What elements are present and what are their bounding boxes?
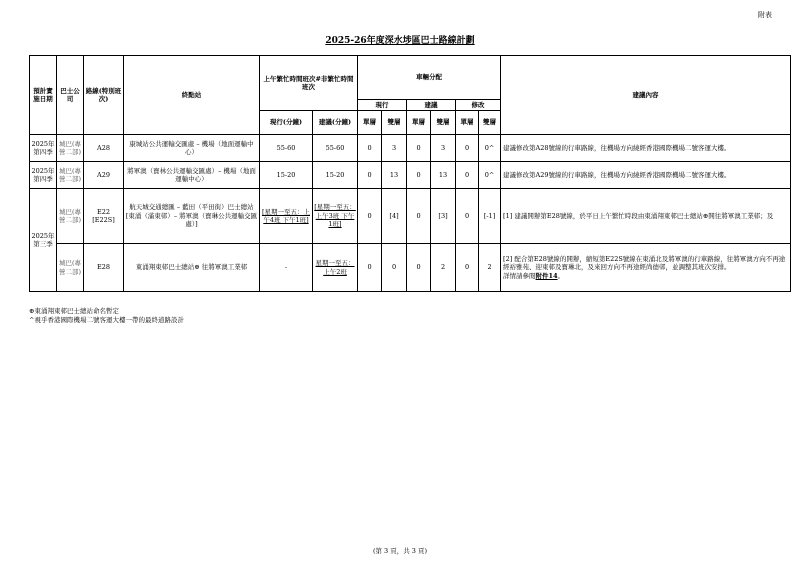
cell-details [501,244,791,292]
header-single: 單層 [358,111,382,135]
cell-alloc: [-1] [479,189,501,244]
cell-details: [1] 建議開辦第E28號線，於平日上午繁忙時段由東涌翔東邨巴士總站⊕開往將軍澳工業邨；及 [501,189,791,244]
cell-alloc: 2 [431,244,456,292]
cell-route: E28 [84,244,124,292]
header-headway-proposed: 建議(分鐘) [313,111,358,135]
cell-terminus: 東涌翔東邨巴士總站⊕ 往將軍澳工業邨 [124,244,260,292]
table-row [30,244,791,292]
cell-terminus: 康城站公共運輸交匯處 – 機場（地面運輸中心） [124,135,260,162]
cell-company: 城巴(專營二部) [57,189,84,244]
annex-link[interactable]: 附件14 [535,271,558,280]
header-double: 雙層 [431,111,456,135]
cell-headway-existing: 55-60 [260,135,313,162]
cell-headway-proposed: 15-20 [313,162,358,189]
cell-alloc: 2 [479,244,501,292]
page-title: 2025-26年度深水埗區巴士路線計劃 [325,36,475,46]
cell-alloc: 13 [382,162,407,189]
header-allocation: 車輛分配 [358,56,501,100]
cell-alloc: 0 [456,162,479,189]
header-details: 建議內容 [501,56,791,135]
cell-company: 城巴(專營二部) [57,162,84,189]
cell-alloc: [4] [382,189,407,244]
table-row [30,135,791,162]
cell-date: 2025年第三季 [30,189,57,292]
cell-alloc: 0^ [479,135,501,162]
header-alloc-proposed: 建議 [407,100,456,111]
header-headway: 上午繁忙時間班次#非繁忙時間班次 [260,56,358,111]
route-plan-table [29,55,791,292]
cell-alloc: 0 [407,244,431,292]
cell-alloc: 0 [358,135,382,162]
reference-suffix: 。 [557,271,565,280]
table-row [30,189,791,244]
cell-date: 2025年第四季 [30,162,57,189]
header-date: 預計實施日期 [30,56,57,135]
cell-alloc: 0 [456,135,479,162]
cell-alloc: 0 [456,244,479,292]
cell-route: A28 [84,135,124,162]
cell-alloc: 13 [431,162,456,189]
cell-headway-existing: [星期一至五：上午4班 下午1班] [260,189,313,244]
header-double: 雙層 [479,111,501,135]
cell-headway-existing: - [260,244,313,292]
cell-headway-proposed: 55-60 [313,135,358,162]
cell-alloc: 0 [358,244,382,292]
cell-alloc: 3 [431,135,456,162]
cell-alloc: 0 [456,189,479,244]
table-row [30,162,791,189]
cell-alloc: 0^ [479,162,501,189]
header-single: 單層 [407,111,431,135]
cell-headway-proposed: 星期一至五：上午2班 [313,244,358,292]
header-alloc-existing: 現行 [358,100,407,111]
cell-headway-existing: 15-20 [260,162,313,189]
footnote: ⊕東涌翔東邨巴士總站命名暫定 [29,307,119,315]
route-special: [E22S] [92,216,115,224]
cell-date: 2025年第四季 [30,135,57,162]
cell-details: 建議修改第A29號線的行車路線，往機場方向繞經香港國際機場二號客運大樓。 [501,162,791,189]
page-number: (第 3 頁，共 3 頁) [372,547,428,555]
reference-prefix: 詳情請參閱 [503,271,536,280]
cell-headway-proposed: [星期一至五：上午3班 下午1班] [313,189,358,244]
cell-alloc: 3 [382,135,407,162]
cell-alloc: 0 [407,135,431,162]
cell-company: 城巴(專營二部) [57,244,84,292]
footnotes [29,307,184,325]
details-text: [2] 配合第E28號線的開辦，縮短第E22S號線在東涌北及將軍澳的行車路線，往將軍澳方向不再途經裕雅苑、迎東邨及寶琳北，及來回方向不再途經尚德邨，並調整其班次安排。 [503,254,786,272]
cell-terminus: 將軍澳（寶林公共運輸交匯處）– 機場（地面運輸中心） [124,162,260,189]
cell-alloc: [3] [431,189,456,244]
cell-route [84,189,124,244]
footnote: ^視乎香港國際機場二號客運大樓一帶的最終道路設計 [29,315,184,324]
header-route: 路線(特別班次) [84,56,124,135]
cell-route: A29 [84,162,124,189]
cell-details: 建議修改第A28號線的行車路線，往機場方向繞經香港國際機場二號客運大樓。 [501,135,791,162]
header-headway-existing: 現行(分鐘) [260,111,313,135]
header-alloc-change: 修改 [456,100,501,111]
cell-company: 城巴(專營二部) [57,135,84,162]
cell-alloc: 0 [382,244,407,292]
cell-alloc: 0 [407,189,431,244]
cell-alloc: 0 [407,162,431,189]
route-number: E22 [96,207,111,216]
header-company: 巴士公司 [57,56,84,135]
details-reference [503,272,789,280]
annex-label: 附表 [758,11,772,19]
cell-alloc: 0 [358,162,382,189]
header-double: 雙層 [382,111,407,135]
cell-alloc: 0 [358,189,382,244]
header-terminus: 終點站 [124,56,260,135]
cell-terminus: 航天城交通總匯 – 藍田（平田街）巴士總站 [東涌（滿東邨）– 將軍澳（寶琳公共運輸交匯處）] [124,189,260,244]
header-single: 單層 [456,111,479,135]
